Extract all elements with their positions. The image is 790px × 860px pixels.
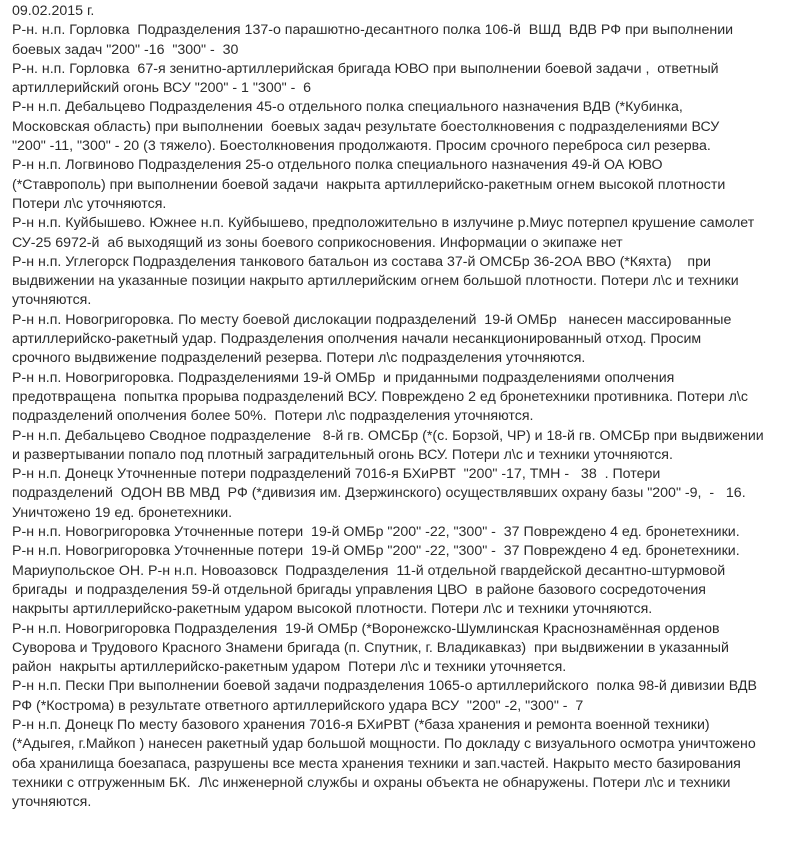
report-text-line: и развертывании попало под плотный заградительный огонь ВСУ. Потери л\с и техники уточняются.: [12, 446, 673, 463]
report-text-line: СУ-25 6972-й аб выходящий из зоны боевого соприкосновения. Информации о экипаже нет: [12, 234, 623, 251]
report-text-line: Р-н н.п. Логвиново Подразделения 25-о отдельного полка специального назначения 49-й ОА ЮВО: [12, 157, 663, 174]
report-text-line: Р-н н.п. Новогригоровка. По месту боевой дислокации подразделений 19-й ОМБр нанесен массированные: [12, 311, 732, 328]
report-text-line: выдвижении на указанные позиции накрыто артиллерийским огнем большой плотности. Потери л\с и техники: [12, 273, 739, 290]
report-text-line: Р-н н.п. Новогригоровка Уточненные потери 19-й ОМБр "200" -22, "300" - 37 Повреждено 4 ед. бронетехники.: [12, 524, 740, 541]
report-text-line: срочного выдвижение подразделений резерва. Потери л\с подразделения уточняются.: [12, 350, 586, 367]
report-text-line: уточняются.: [12, 292, 92, 309]
report-text-line: Р-н н.п. Дебальцево Подразделения 45-о отдельного полка специального назначения ВДВ (*Кубинка,: [12, 99, 683, 116]
report-text-line: бригады и подразделения 59-й отдельной бригады управления ЦВО в районе базового сосредоточения: [12, 581, 706, 598]
report-text-line: подразделений ополчения более 50%. Потери л\с подразделения уточняются.: [12, 408, 534, 425]
report-text-line: (*Адыгея, г.Майкоп ) нанесен ракетный удар большой мощности. По докладу с визуального осмотра уничтожено: [12, 736, 756, 753]
report-text-line: "200" -11, "300" - 20 (3 тяжело). Боестолкновения продолжаютя. Просим срочного переброса сил резерва.: [12, 138, 711, 155]
report-text-line: Р-н. н.п. Горловка Подразделения 137-о парашютно-десантного полка 106-й ВШД ВДВ РФ при выполнении: [12, 22, 734, 39]
report-text-line: Р-н н.п. Пески При выполнении боевой задачи подразделения 1065-о артиллерийского полка 98-й дивизии ВДВ: [12, 678, 757, 695]
report-text-line: Суворова и Трудового Красного Знамени бригада (п. Спутник, г. Владикавказ) при выдвижении в указанный: [12, 639, 729, 656]
report-text-line: Р-н. н.п. Горловка 67-я зенитно-артиллерийская бригада ЮВО при выполнении боевой задачи , ответный: [12, 60, 719, 77]
report-text-line: оба хранилища боезапаса, разрушены все места хранения техники и зап.частей. Накрыто место базирования: [12, 755, 741, 772]
report-text-line: Р-н н.п. Дебальцево Сводное подразделение 8-й гв. ОМСБр (*(с. Борзой, ЧР) и 18-й гв. ОМСБр при выдвижении: [12, 427, 764, 444]
report-text-line: Р-н н.п. Новогригоровка Подразделения 19-й ОМБр (*Воронежско-Шумлинская Краснознамённая орденов: [12, 620, 720, 637]
report-text-line: предотвращена попытка прорыва подразделений ВСУ. Повреждено 2 ед бронетехники противника. Потери л\с: [12, 388, 748, 405]
report-date: 09.02.2015 г.: [12, 3, 95, 19]
report-text-line: район накрыты артиллерийско-ракетным ударом Потери л\с и техники уточняется.: [12, 659, 567, 676]
report-text-line: накрыты артиллерийско-ракетным ударом высокой плотности. Потери л\с и техники уточняются.: [12, 601, 653, 618]
report-text-line: (*Ставрополь) при выполнении боевой задачи накрыта артиллерийско-ракетным огнем высокой плотности: [12, 176, 726, 193]
report-text-line: Р-н н.п. Донецк По месту базового хранения 7016-я БХиРВТ (*база хранения и ремонта военной техники): [12, 716, 710, 733]
report-text-line: Московская область) при выполнении боевых задач результате боестолкновения с подразделениями ВСУ: [12, 118, 720, 135]
report-text-line: Потери л\с уточняются.: [12, 195, 167, 212]
report-text-line: Р-н н.п. Углегорск Подразделения танкового батальон из состава 37-й ОМСБр 36-2ОА ВВО (*Кяхта) при: [12, 253, 711, 270]
report-text-line: уточняются.: [12, 794, 92, 811]
report-text-line: артиллерийский огонь ВСУ "200" - 1 "300" - 6: [12, 80, 312, 97]
report-text-line: Р-н н.п. Новогригоровка. Подразделениями 19-й ОМБр и приданными подразделениями ополчения: [12, 369, 675, 386]
report-text-line: боевых задач "200" -16 "300" - 30: [12, 41, 239, 58]
report-text-line: подразделений ОДОН ВВ МВД РФ (*дивизия им. Дзержинского) осуществлявших охрану базы "200" -9, - 16.: [12, 485, 746, 502]
report-text-line: техники с отгруженным БК. Л\с инженерной службы и охраны объекта не обнаружены. Потери л\с и техники: [12, 774, 731, 791]
report-text-line: Мариупольское ОН. Р-н н.п. Новоазовск Подразделения 11-й отдельной гвардейской десантно-штурмовой: [12, 562, 726, 579]
report-text-line: Р-н н.п. Донецк Уточненные потери подразделений 7016-я БХиРВТ "200" -17, ТМН - 38 . Потери: [12, 466, 661, 483]
report-text-line: Р-н н.п. Новогригоровка Уточненные потери 19-й ОМБр "200" -22, "300" - 37 Повреждено 4 ед. бронетехники.: [12, 543, 740, 560]
report-text-line: Р-н н.п. Куйбышево. Южнее н.п. Куйбышево, предположительно в излучине р.Миус потерпел крушение самолет: [12, 215, 755, 232]
report-text-line: Уничтожено 19 ед. бронетехники.: [12, 504, 233, 521]
report-text-line: РФ (*Кострома) в результате ответного артиллерийского удара ВСУ "200" -2, "300" - 7: [12, 697, 584, 714]
report-text-line: артиллерийско-ракетный удар. Подразделения ополчения начали несанкционированный отход. Просим: [12, 331, 702, 348]
